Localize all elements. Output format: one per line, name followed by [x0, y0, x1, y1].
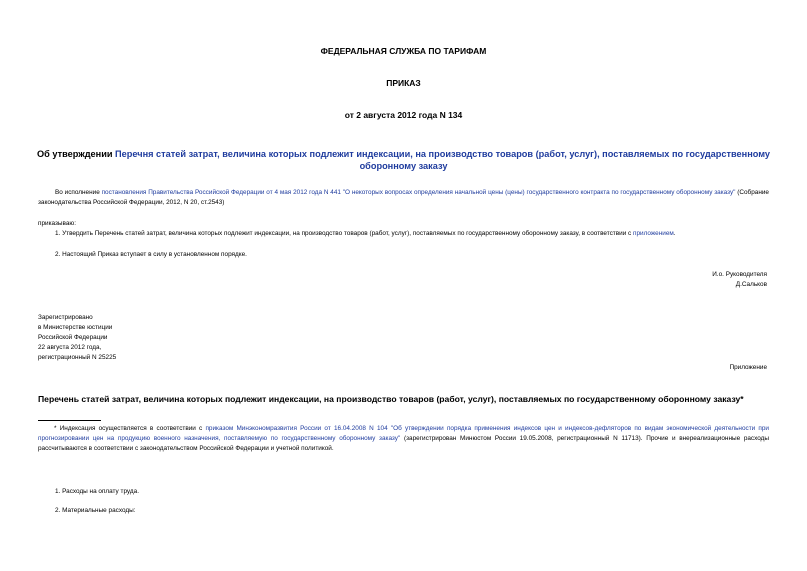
title-link[interactable]: Перечня статей затрат, величина которых подлежит индексации, на производство товаров (работ, услуг), поставляемых по государственному — [115, 149, 771, 159]
footnote-rest: (зарегистрирован Минюстом России 19.05.2008, регистрационный N 11713). Прочие и внереализационные расходы рассчитываются в соответствии с законодательством Российской Федерации и учетной политикой. — [38, 435, 769, 452]
preamble-source: (Собрание законодательства Российской Федерации, 2012, N 20, ст.2543) — [38, 189, 769, 206]
appendix-link[interactable]: приложением — [633, 230, 674, 237]
footnote-intro: * Индексация осуществляется в соответствии с — [54, 425, 206, 432]
document-title-line2 — [20, 160, 787, 172]
agency-name: ФЕДЕРАЛЬНАЯ СЛУЖБА ПО ТАРИФАМ — [320, 46, 487, 56]
document-type: ПРИКАЗ — [386, 78, 421, 88]
order-item-1 — [55, 229, 676, 239]
signer-name: Д.Сальков — [735, 281, 767, 288]
order-item-1-end: . — [673, 230, 676, 237]
government-decree-link[interactable]: постановления Правительства Российской Федерации от 4 мая 2012 года N 441 "О некоторых вопросах определения начальной цены (цены) государственного контракта по государственному оборонному заказу" — [101, 189, 736, 196]
footnote-divider — [38, 420, 101, 421]
title-link-continued[interactable]: оборонному заказу — [359, 161, 448, 171]
registration-line-3: Российской Федерации — [38, 334, 108, 341]
registration-line-1: Зарегистрировано — [38, 314, 93, 321]
registration-line-5: регистрационный N 25225 — [38, 354, 117, 361]
registration-line-2: в Министерстве юстиции — [38, 324, 113, 331]
order-item-1-text: 1. Утвердить Перечень статей затрат, величина которых подлежит индексации, на производство товаров (работ, услуг), поставляемых по государственному оборонному заказу, в соответствии с — [55, 230, 634, 237]
order-item-2: 2. Настоящий Приказ вступает в силу в установленном порядке. — [55, 251, 247, 258]
registration-line-4: 22 августа 2012 года, — [38, 344, 102, 351]
list-item-2: 2. Материальные расходы: — [55, 507, 136, 514]
footnote-paragraph — [38, 424, 769, 454]
ministry-order-link[interactable]: приказом Минэкономразвития России от 16.04.2008 N 104 "Об утверждении порядка применения индексов цен и индексов-дефляторов по видам экономической деятельности при прогнозировании цен на продукцию военного назначения, поставляемую по государственному оборонному заказу" — [38, 425, 769, 442]
order-word: приказываю: — [38, 220, 76, 227]
list-item-1: 1. Расходы на оплату труда. — [55, 488, 139, 495]
preamble-paragraph — [38, 188, 769, 208]
document-date-number: от 2 августа 2012 года N 134 — [344, 110, 463, 120]
signer-position: И.о. Руководителя — [712, 271, 767, 278]
preamble-intro: Во исполнение — [55, 189, 102, 196]
annex-label: Приложение — [729, 364, 767, 371]
document-title — [20, 148, 787, 160]
title-prefix: Об утверждении — [36, 149, 116, 159]
annex-title: Перечень статей затрат, величина которых подлежит индексации, на производство товаров (работ, услуг), поставляемых по государственному оборонному заказу* — [38, 394, 744, 404]
